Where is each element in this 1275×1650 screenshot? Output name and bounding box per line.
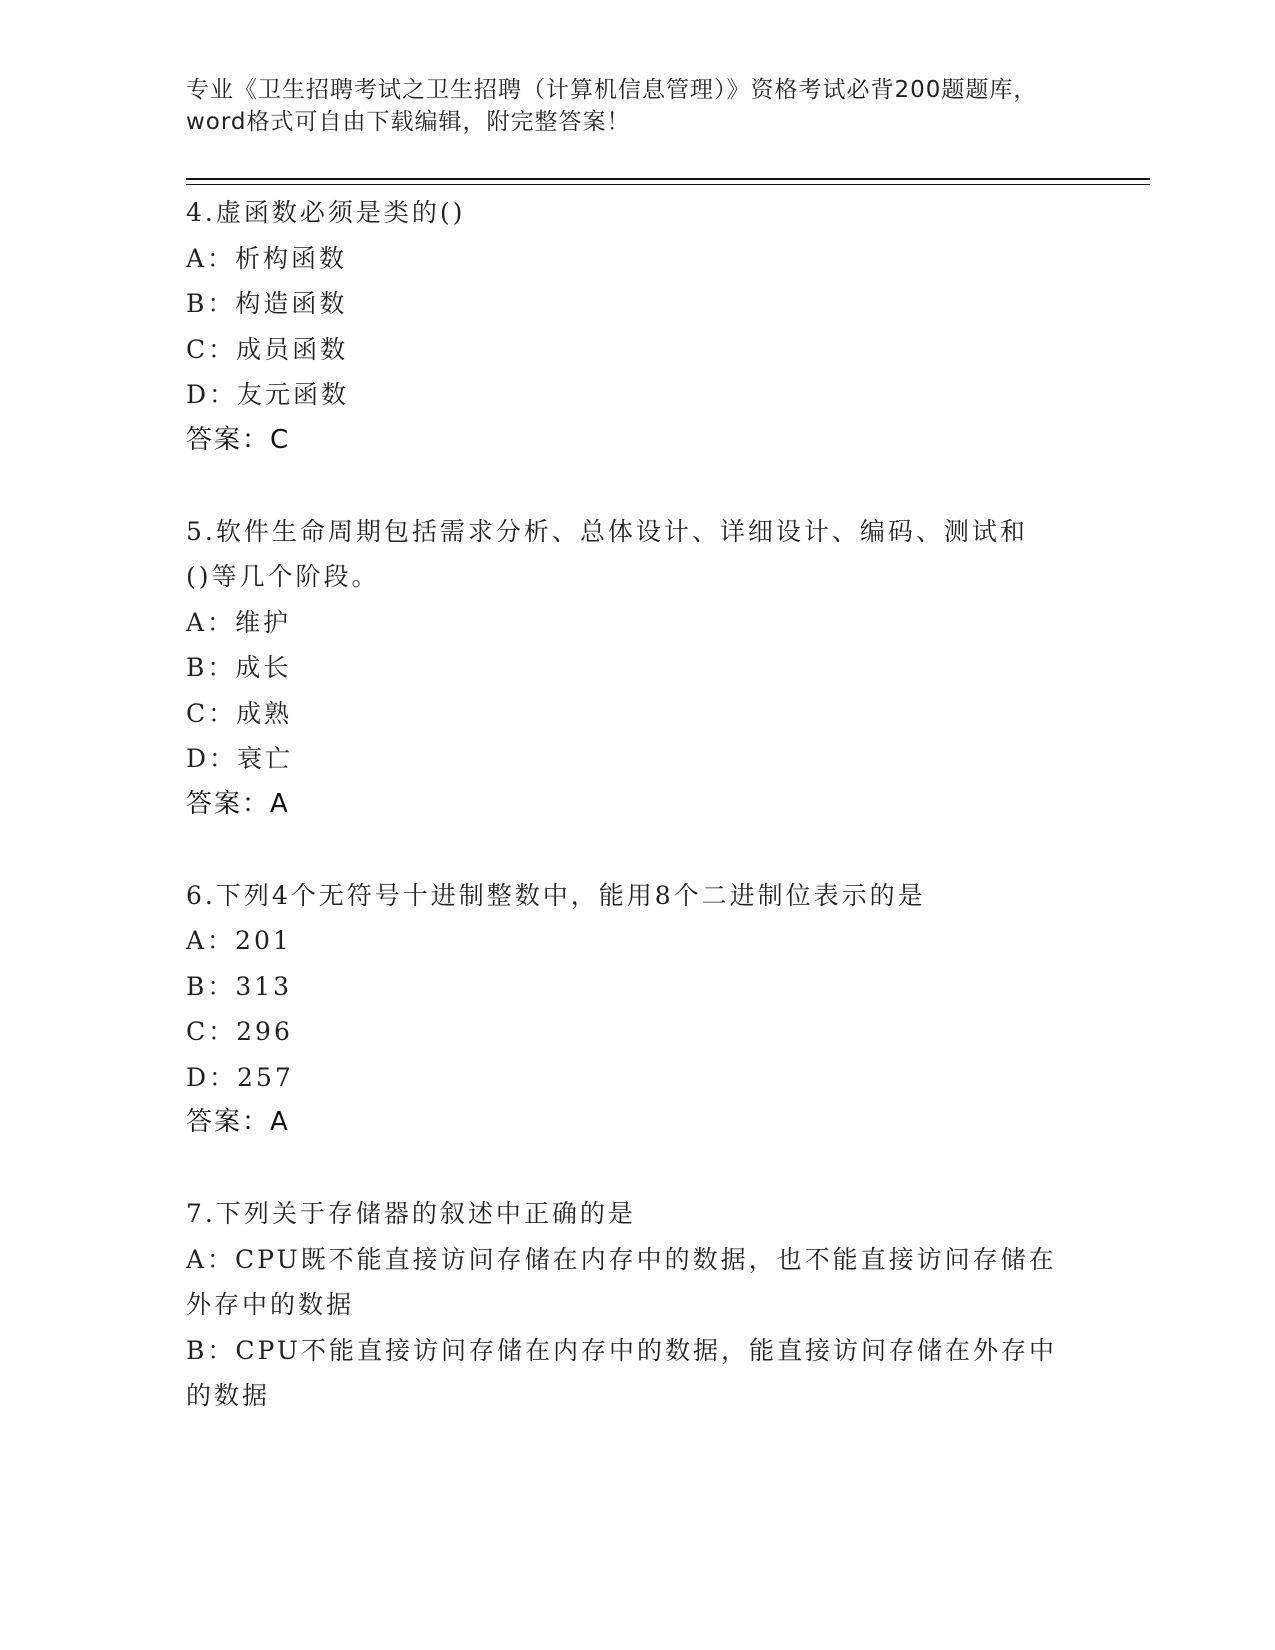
option-c: C：成员函数 (186, 334, 349, 364)
question-spacer (186, 1146, 1086, 1192)
header-title-line-1: 专业《卫生招聘考试之卫生招聘（计算机信息管理）》资格考试必背200题题库， (186, 77, 1038, 103)
answer-key: 答案：A (186, 788, 290, 819)
header-divider-thick (186, 178, 1150, 180)
question-4 (186, 190, 1086, 463)
question-list (186, 190, 1086, 1419)
question-stem-continued: ()等几个阶段。 (186, 562, 380, 591)
header-title-line-2: word格式可自由下载编辑，附完整答案！ (186, 109, 631, 135)
option-d: D：衰亡 (186, 744, 294, 773)
option-b: B：构造函数 (186, 289, 348, 318)
question-stem: 4.虚函数必须是类的() (186, 198, 466, 227)
option-b: B：CPU不能直接访问存储在内存中的数据，能直接访问存储在外存中 (186, 1335, 1057, 1365)
option-d: D：257 (186, 1062, 294, 1092)
question-6 (186, 873, 1086, 1146)
header-divider-thin (186, 184, 1150, 185)
option-d: D：友元函数 (186, 380, 350, 409)
question-stem: 6.下列4个无符号十进制整数中，能用8个二进制位表示的是 (186, 880, 926, 910)
answer-key: 答案：C (186, 424, 291, 455)
question-stem: 7.下列关于存储器的叙述中正确的是 (186, 1199, 636, 1228)
document-header (186, 74, 1086, 138)
question-spacer (186, 827, 1086, 873)
question-spacer (186, 463, 1086, 509)
option-a: A：201 (186, 926, 292, 955)
option-a: A：析构函数 (186, 243, 348, 273)
option-b: B：成长 (186, 653, 292, 682)
question-7 (186, 1191, 1086, 1419)
question-stem: 5.软件生命周期包括需求分析、总体设计、详细设计、编码、测试和 (186, 516, 1028, 546)
option-c: C：296 (186, 1017, 293, 1046)
question-5 (186, 509, 1086, 828)
option-b-continued: 的数据 (186, 1381, 271, 1410)
option-b: B：313 (186, 971, 293, 1001)
option-a: A：维护 (186, 607, 292, 637)
answer-key: 答案：A (186, 1107, 290, 1137)
option-c: C：成熟 (186, 698, 293, 728)
option-a-continued: 外存中的数据 (186, 1290, 355, 1319)
option-a: A：CPU既不能直接访问存储在内存中的数据，也不能直接访问存储在 (186, 1244, 1057, 1274)
